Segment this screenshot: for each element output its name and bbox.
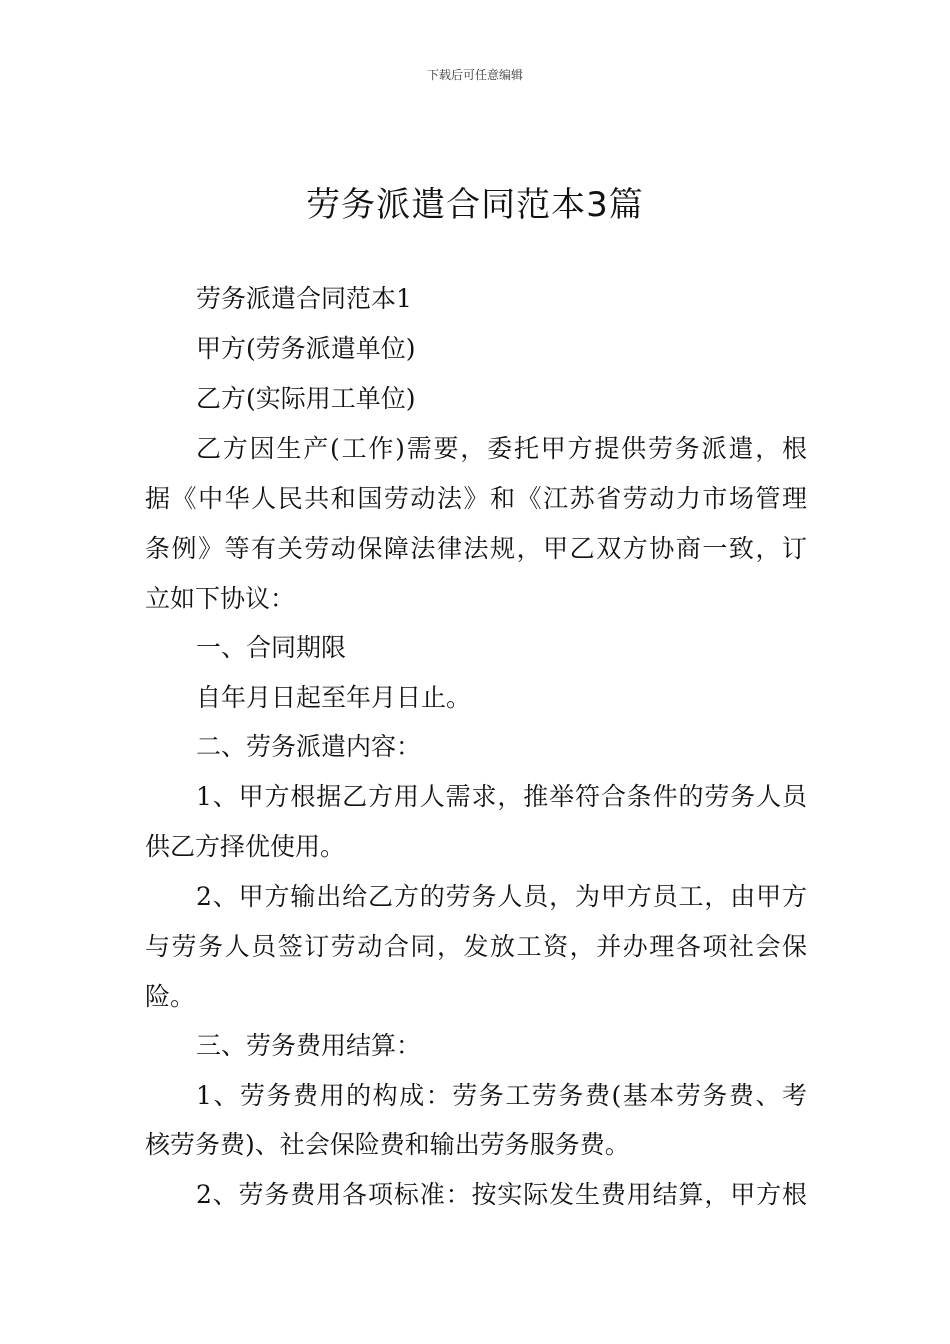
paragraph-line: 核劳务费)、社会保险费和输出劳务服务费。 (145, 1130, 630, 1159)
paragraph-line: 立如下协议： (145, 584, 296, 613)
paragraph-line: 2、甲方输出给乙方的劳务人员，为甲方员工，由甲方 (196, 882, 807, 911)
paragraph-line: 据《中华人民共和国劳动法》和《江苏省劳动力市场管理 (145, 484, 807, 513)
header-note: 下载后可任意编辑 (426, 68, 523, 82)
paragraph-line: 自年月日起至年月日止。 (196, 683, 472, 712)
paragraph-line: 险。 (145, 982, 196, 1011)
paragraph-line: 乙方因生产(工作)需要，委托甲方提供劳务派遣，根 (196, 434, 807, 463)
paragraph-line: 与劳务人员签订劳动合同，发放工资，并办理各项社会保 (145, 932, 807, 961)
party-b: 乙方(实际用工单位) (196, 384, 416, 413)
paragraph-line: 1、劳务费用的构成：劳务工劳务费(基本劳务费、考 (196, 1081, 807, 1110)
clause-heading: 一、合同期限 (196, 633, 347, 662)
clause-heading: 三、劳务费用结算： (196, 1031, 422, 1060)
paragraph-line: 1、甲方根据乙方用人需求，推举符合条件的劳务人员 (196, 782, 807, 811)
party-a: 甲方(劳务派遣单位) (196, 334, 416, 363)
paragraph-line: 供乙方择优使用。 (145, 832, 346, 861)
clause-heading: 二、劳务派遣内容： (196, 732, 422, 761)
paragraph-line: 2、劳务费用各项标准：按实际发生费用结算，甲方根 (196, 1180, 807, 1209)
paragraph-line: 条例》等有关劳动保障法律法规，甲乙双方协商一致，订 (145, 534, 807, 563)
section-heading: 劳务派遣合同范本1 (196, 284, 412, 313)
document-title: 劳务派遣合同范本3篇 (306, 185, 644, 225)
